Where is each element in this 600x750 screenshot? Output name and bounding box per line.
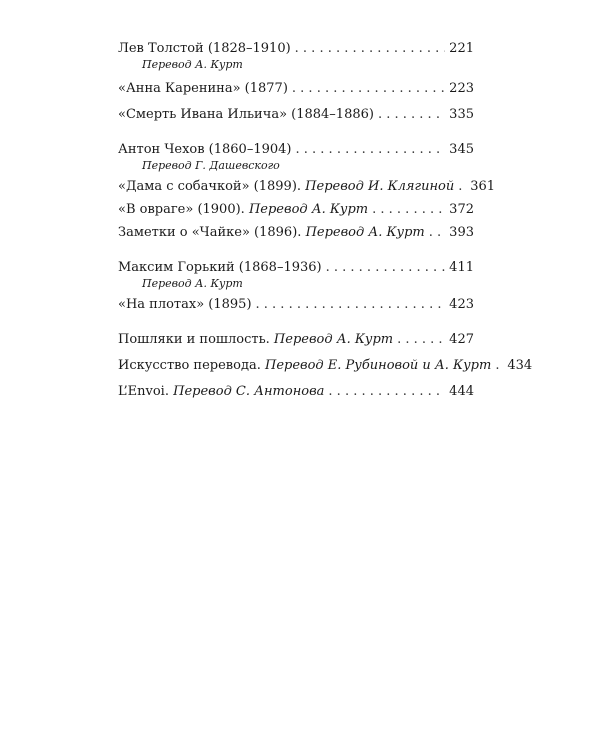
dot-leader [429,224,445,242]
toc-entry-art-of-translation[interactable] [118,357,533,375]
entry-title: Антон Чехов (1860–1904) [118,142,292,157]
toc-entry-rafts[interactable] [118,296,474,314]
page-number: 423 [449,297,474,312]
dot-leader [495,357,503,375]
translator-note: Перевод А. Курт [142,277,243,290]
page-number: 345 [449,142,474,157]
entry-title: Пошляки и пошлость. [118,332,270,347]
toc-entry-chekhov[interactable] [118,141,474,159]
entry-translator: Перевод С. Антонова [173,384,325,399]
entry-title: Лев Толстой (1828–1910) [118,41,291,56]
entry-translator: Перевод А. Курт [248,202,369,217]
translator-note: Перевод А. Курт [142,58,243,71]
page-number: 434 [507,358,533,373]
toc-entry-gorky[interactable] [118,259,474,277]
dot-leader [328,383,445,401]
toc-entry-karenina[interactable] [118,80,474,98]
table-of-contents [118,40,533,401]
page-number: 444 [449,384,474,399]
entry-translator: Перевод И. Клягиной [305,179,455,194]
entry-title: «Смерть Ивана Ильича» (1884–1886) [118,107,374,122]
entry-title: «На плотах» (1895) [118,297,252,312]
dot-leader [256,296,446,314]
entry-title: L’Envoi. [118,384,169,399]
dot-leader [296,141,446,159]
dot-leader [458,178,466,196]
dot-leader [397,331,445,349]
entry-title: Максим Горький (1868–1936) [118,260,322,275]
entry-translator: Перевод А. Курт [273,332,394,347]
entry-title: «Анна Каренина» (1877) [118,81,288,96]
dot-leader [372,201,445,219]
toc-entry-lady-with-dog[interactable] [118,178,496,196]
entry-title: «Дама с собачкой» (1899). [118,179,302,194]
page-number: 335 [449,107,474,122]
entry-translator: Перевод Е. Рубиновой и А. Курт [264,358,492,373]
entry-title: Заметки о «Чайке» (1896). [118,225,302,240]
dot-leader [292,80,445,98]
toc-entry-seagull-notes[interactable] [118,224,474,242]
page-number: 393 [449,225,474,240]
dot-leader [295,40,446,58]
page-number: 361 [470,179,496,194]
entry-title: «В овраге» (1900). [118,202,245,217]
dot-leader [378,106,445,124]
toc-entry-poshlost[interactable] [118,331,474,349]
toc-entry-envoi[interactable] [118,383,474,401]
page-number: 427 [449,332,474,347]
toc-entry-ravine[interactable] [118,201,474,219]
translator-note: Перевод Г. Дашевского [142,159,280,172]
entry-title: Искусство перевода. [118,358,261,373]
entry-translator: Перевод А. Курт [305,225,425,240]
page-number: 223 [449,81,474,96]
page-number: 411 [449,260,474,275]
page-number: 221 [449,41,474,56]
toc-entry-ilyich[interactable] [118,106,474,124]
dot-leader [326,259,446,277]
toc-entry-tolstoy[interactable] [118,40,474,58]
page-number: 372 [449,202,474,217]
